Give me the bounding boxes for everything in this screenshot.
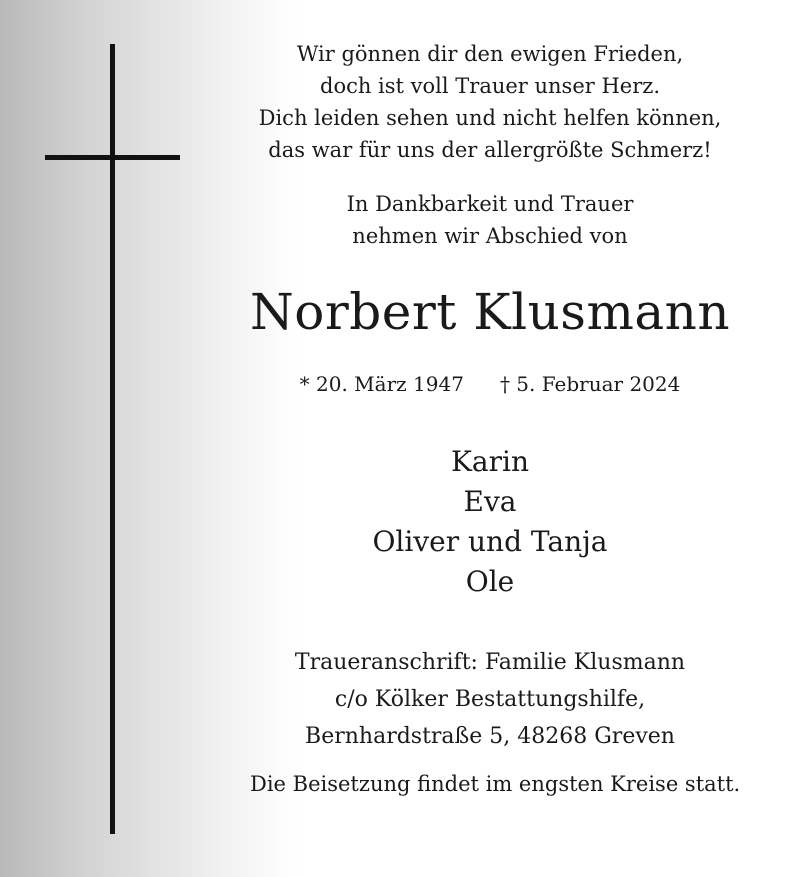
address-line: c/o Kölker Bestattungshilfe, bbox=[334, 687, 646, 712]
intro-line: In Dankbarkeit und Trauer bbox=[346, 192, 634, 216]
family-member: Oliver und Tanja bbox=[372, 525, 608, 558]
family-member: Eva bbox=[463, 485, 517, 518]
notice-content bbox=[250, 38, 741, 799]
deceased-name: Norbert Klusmann bbox=[250, 283, 731, 341]
address-line: Bernhardstraße 5, 48268 Greven bbox=[305, 724, 675, 749]
poem-line: Dich leiden sehen und nicht helfen können, bbox=[258, 106, 722, 130]
family-member: Ole bbox=[465, 565, 515, 598]
family-list bbox=[250, 442, 730, 602]
poem-line: das war für uns der allergrößte Schmerz! bbox=[268, 138, 712, 162]
death-date: † 5. Februar 2024 bbox=[499, 372, 681, 396]
intro-text bbox=[250, 188, 730, 252]
family-member: Karin bbox=[451, 445, 529, 478]
intro-line: nehmen wir Abschied von bbox=[352, 224, 628, 248]
birth-date: * 20. März 1947 bbox=[299, 372, 464, 396]
cross-icon-vertical-bar bbox=[110, 44, 115, 834]
poem bbox=[250, 38, 730, 166]
cross-icon-horizontal-bar bbox=[45, 155, 180, 160]
funeral-note: Die Beisetzung findet im engsten Kreise statt. bbox=[250, 772, 741, 796]
address-line: Traueranschrift: Familie Klusmann bbox=[294, 650, 686, 675]
mourning-address bbox=[250, 644, 730, 755]
poem-line: Wir gönnen dir den ewigen Frieden, bbox=[296, 42, 684, 66]
poem-line: doch ist voll Trauer unser Herz. bbox=[320, 74, 660, 98]
life-dates bbox=[250, 370, 730, 398]
